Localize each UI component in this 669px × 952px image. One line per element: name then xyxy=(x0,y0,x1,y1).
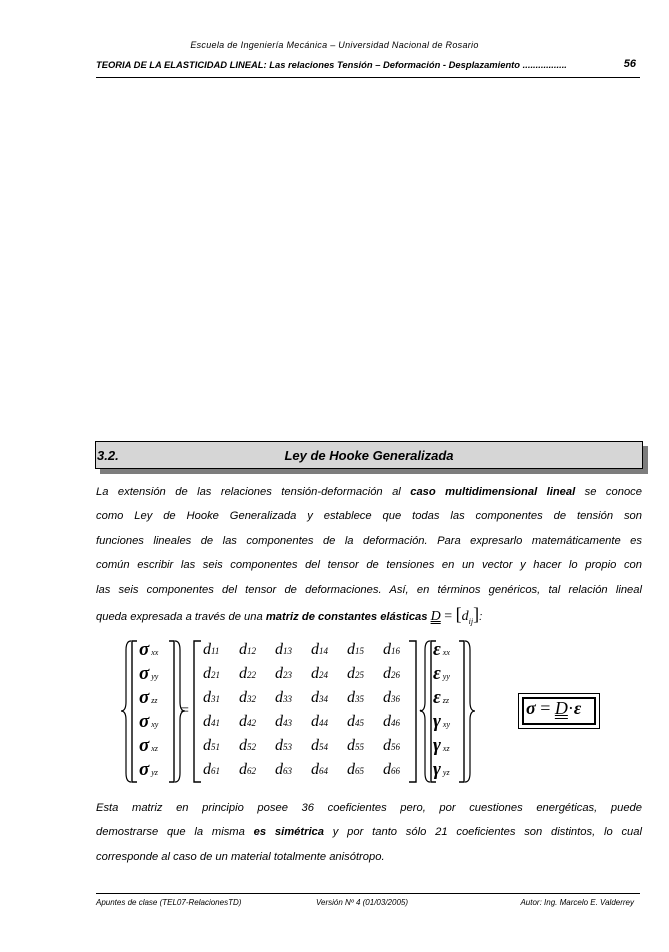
strain-yz: γyz xyxy=(433,759,450,780)
matrix-cell: d23 xyxy=(275,665,292,682)
matrix-cell: d36 xyxy=(383,689,400,706)
matrix-cell: d25 xyxy=(347,665,364,682)
bold-term: es simétrica xyxy=(253,826,325,839)
paragraph-line: demostrarse que la misma es simétrica y por tanto sólo 21 coeficientes son distintos, lo cual xyxy=(96,826,642,839)
matrix-cell: d26 xyxy=(383,665,400,682)
equals-sign: = xyxy=(180,702,190,719)
matrix-cell: d11 xyxy=(203,641,220,658)
section-number: 3.2. xyxy=(97,448,119,463)
header-title-text: TEORIA DE LA ELASTICIDAD LINEAL: Las relaciones Tensión – Deformación - Desplazamiento ................. xyxy=(96,59,567,70)
matrix-cell: d42 xyxy=(239,713,256,730)
matrix-cell: d33 xyxy=(275,689,292,706)
bold-term: caso multidimensional lineal xyxy=(410,486,576,498)
footer-center: Versión Nº 4 (01/03/2005) xyxy=(316,898,409,907)
matrix-cell: d44 xyxy=(311,713,328,730)
matrix-cell: d51 xyxy=(203,737,220,754)
stress-zz: σzz xyxy=(139,687,158,708)
matrix-cell: d16 xyxy=(383,641,400,658)
matrix-cell: d12 xyxy=(239,641,256,658)
stress-xy: σxy xyxy=(139,711,159,732)
matrix-cell: d65 xyxy=(347,761,364,778)
paragraph-line: como Ley de Hooke Generalizada y establece que todas las componentes de tensión son xyxy=(96,510,642,523)
matrix-cell: d14 xyxy=(311,641,328,658)
matrix-cell: d15 xyxy=(347,641,364,658)
dot-operator: · xyxy=(418,703,424,720)
matrix-cell: d56 xyxy=(383,737,400,754)
paragraph-line: corresponde al caso de un material totalmente anisótropo. xyxy=(96,850,385,863)
paragraph-line: queda expresada a través de una matriz de constantes elásticas $D = [d_{ij}]$: xyxy=(96,603,483,626)
matrix-cell: d64 xyxy=(311,761,328,778)
strain-zz: εzz xyxy=(433,687,450,708)
strain-xy: γxy xyxy=(433,711,451,732)
paragraph-line: funciones lineales de las componentes de la deformación. Para expresarlo matemáticamente es xyxy=(96,534,642,547)
footer-right: Autor: Ing. Marcelo E. Valderrey xyxy=(520,898,634,907)
matrix-cell: d21 xyxy=(203,665,220,682)
matrix-cell: d53 xyxy=(275,737,292,754)
matrix-cell: d61 xyxy=(203,761,220,778)
stress-yz: σyz xyxy=(139,759,158,780)
bold-term: matriz de constantes elásticas xyxy=(265,610,428,623)
matrix-cell: d41 xyxy=(203,713,220,730)
matrix-cell: d46 xyxy=(383,713,400,730)
paragraph-line: Esta matriz en principio posee 36 coeficientes pero, por cuestiones energéticas, puede xyxy=(96,802,642,814)
strain-xx: εxx xyxy=(433,639,450,660)
section-title: Ley de Hooke Generalizada xyxy=(284,448,454,463)
matrix-cell: d54 xyxy=(311,737,328,754)
paragraph-line: La extensión de las relaciones tensión-deformación al caso multidimensional lineal se conoce xyxy=(96,486,642,498)
matrix-cell: d34 xyxy=(311,689,328,706)
stress-xx: σxx xyxy=(139,639,159,660)
matrix-cell: d24 xyxy=(311,665,328,682)
matrix-cell: d52 xyxy=(239,737,256,754)
compact-equation: $\overline{\sigma} = D\cdot\overline{\varepsilon}$ xyxy=(526,698,582,718)
strain-xz: γxz xyxy=(433,735,450,756)
paragraph-line: común escribir las seis componentes del tensor de tensiones en un vector y hacer lo propio con xyxy=(96,559,642,572)
matrix-cell: d13 xyxy=(275,641,292,658)
matrix-cell: d32 xyxy=(239,689,256,706)
paragraph-line: las seis componentes del tensor de deformaciones. Así, en términos genéricos, tal relación lineal xyxy=(96,583,642,596)
stress-xz: σxz xyxy=(139,735,158,756)
matrix-cell: d66 xyxy=(383,761,400,778)
matrix-cell: d45 xyxy=(347,713,364,730)
stress-yy: σyy xyxy=(139,663,159,684)
footer-rule xyxy=(96,893,640,894)
strain-yy: εyy xyxy=(433,663,450,684)
page-number: 56 xyxy=(623,58,636,70)
footer-left: Apuntes de clase (TEL07-RelacionesTD) xyxy=(96,898,242,907)
matrix-cell: d62 xyxy=(239,761,256,778)
matrix-definition: $D = [d_{ij}]$ xyxy=(430,603,480,626)
matrix-cell: d43 xyxy=(275,713,292,730)
matrix-cell: d35 xyxy=(347,689,364,706)
matrix-cell: d55 xyxy=(347,737,364,754)
paragraph-symmetry xyxy=(96,796,642,869)
matrix-cell: d63 xyxy=(275,761,292,778)
matrix-cell: d31 xyxy=(203,689,220,706)
matrix-cell: d22 xyxy=(239,665,256,682)
header-school: Escuela de Ingeniería Mecánica – Universidad Nacional de Rosario xyxy=(190,40,479,50)
